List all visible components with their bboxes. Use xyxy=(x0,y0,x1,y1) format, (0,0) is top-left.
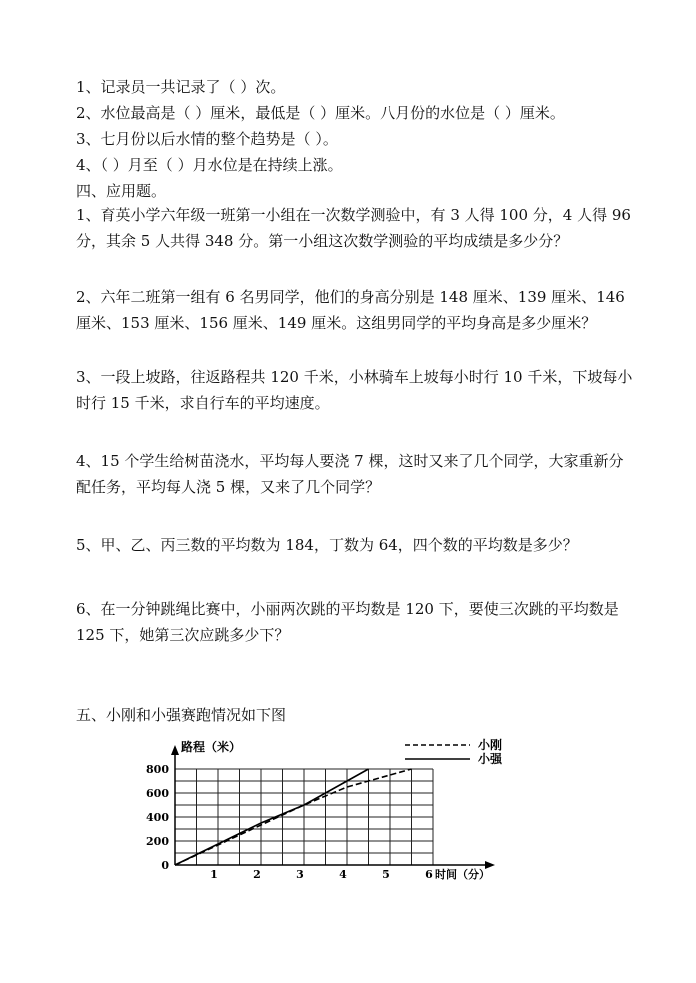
y-tick-label: 600 xyxy=(146,787,169,800)
x-axis-label: 时间（分） xyxy=(435,868,490,881)
problem-4: 4、15 个学生给树苗浇水，平均每人要浇 7 棵，这时又来了几个同学，大家重新分配任务，平均每人浇 5 棵，又来了几个同学？ xyxy=(76,452,624,496)
x-tick-label: 2 xyxy=(253,868,261,881)
y-tick-label: 400 xyxy=(146,811,169,824)
y-axis-label: 路程（米） xyxy=(181,740,242,754)
x-tick-label: 1 xyxy=(210,868,218,881)
problem-1: 1、育英小学六年级一班第一小组在一次数学测验中，有 3 人得 100 分，4 人得 96 分，其余 5 人共得 348 分。第一小组这次数学测验的平均成绩是多少分？ xyxy=(76,206,631,250)
question-3-3: 3、七月份以后水情的整个趋势是（ ）。 xyxy=(76,130,338,148)
question-3-1: 1、记录员一共记录了（ ）次。 xyxy=(76,78,286,96)
y-tick-label: 800 xyxy=(146,763,169,776)
problem-6: 6、在一分钟跳绳比赛中，小丽两次跳的平均数是 120 下，要使三次跳的平均数是 125 下，她第三次应跳多少下？ xyxy=(76,600,619,644)
section-4-heading: 四、应用题。 xyxy=(76,182,167,200)
y-tick-label: 200 xyxy=(146,835,169,848)
race-chart-svg xyxy=(130,735,530,885)
question-3-4: 4、（ ）月至（ ）月水位是在持续上涨。 xyxy=(76,156,343,174)
problem-5: 5、甲、乙、丙三数的平均数为 184，丁数为 64，四个数的平均数是多少？ xyxy=(76,536,578,554)
legend-label: 小强 xyxy=(478,752,503,766)
race-chart xyxy=(130,735,530,885)
problem-2: 2、六年二班第一组有 6 名男同学，他们的身高分别是 148 厘米、139 厘米、146 厘米、153 厘米、156 厘米、149 厘米。这组男同学的平均身高是多少厘米？ xyxy=(76,288,625,332)
problem-3: 3、一段上坡路，往返路程共 120 千米，小林骑车上坡每小时行 10 千米，下坡每小时行 15 千米，求自行车的平均速度。 xyxy=(76,368,633,412)
x-tick-label: 3 xyxy=(296,868,304,881)
x-tick-label: 6 xyxy=(425,868,433,881)
legend-label: 小刚 xyxy=(478,738,503,752)
x-tick-label: 4 xyxy=(339,868,347,881)
question-3-2: 2、水位最高是（ ）厘米，最低是（ ）厘米。八月份的水位是（ ）厘米。 xyxy=(76,104,565,122)
x-tick-label: 5 xyxy=(382,868,390,881)
section-5-heading: 五、小刚和小强赛跑情况如下图 xyxy=(76,706,287,724)
y-axis-arrow xyxy=(171,745,179,755)
y-tick-label: 0 xyxy=(161,859,169,872)
